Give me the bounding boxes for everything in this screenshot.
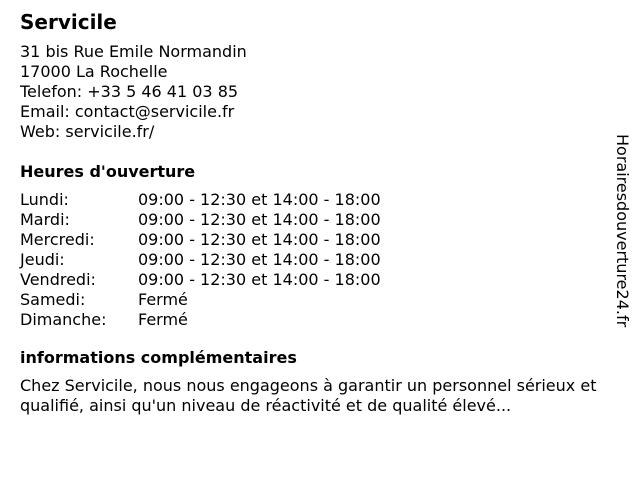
day-label: Mardi:	[20, 210, 70, 229]
hours-row-dimanche	[20, 310, 610, 330]
day-hours: 09:00 - 12:30 et 14:00 - 18:00	[138, 230, 381, 249]
business-name: Servicile	[20, 10, 117, 34]
phone-line	[20, 82, 610, 102]
web-link[interactable]: servicile.fr/	[65, 122, 155, 141]
hours-row-lundi	[20, 190, 610, 210]
day-hours: 09:00 - 12:30 et 14:00 - 18:00	[138, 190, 381, 209]
day-hours: 09:00 - 12:30 et 14:00 - 18:00	[138, 250, 381, 269]
contact-block	[20, 42, 610, 142]
day-label: Jeudi:	[20, 250, 65, 269]
day-hours: 09:00 - 12:30 et 14:00 - 18:00	[138, 210, 381, 229]
email-label: Email:	[20, 102, 70, 121]
info-heading: informations complémentaires	[20, 348, 297, 367]
day-hours: 09:00 - 12:30 et 14:00 - 18:00	[138, 270, 381, 289]
day-label: Lundi:	[20, 190, 69, 209]
address-street: 31 bis Rue Emile Normandin	[20, 42, 247, 61]
web-line	[20, 122, 610, 142]
address-city: 17000 La Rochelle	[20, 62, 168, 81]
hours-heading: Heures d'ouverture	[20, 162, 196, 181]
hours-row-jeudi	[20, 250, 610, 270]
watermark	[612, 134, 636, 342]
phone-label: Telefon:	[20, 82, 83, 101]
hours-row-vendredi	[20, 270, 610, 290]
day-label: Vendredi:	[20, 270, 96, 289]
email-line	[20, 102, 610, 122]
hours-row-mercredi	[20, 230, 610, 250]
email-address[interactable]: contact@servicile.fr	[74, 102, 235, 121]
business-card	[20, 10, 610, 416]
day-label: Mercredi:	[20, 230, 95, 249]
hours-row-mardi	[20, 210, 610, 230]
day-label: Dimanche:	[20, 310, 107, 329]
info-description: Chez Servicile, nous nous engageons à garantir un personnel sérieux et qualifié, ainsi qu'un niveau de réactivité et de qualité élevé...	[20, 376, 597, 415]
day-hours: Fermé	[138, 310, 188, 329]
web-label: Web:	[20, 122, 61, 141]
day-hours: Fermé	[138, 290, 188, 309]
phone-number[interactable]: +33 5 46 41 03 85	[87, 82, 239, 101]
hours-table	[20, 190, 610, 330]
hours-row-samedi	[20, 290, 610, 310]
watermark-text: Horairesdouverture24.fr	[613, 134, 632, 328]
day-label: Samedi:	[20, 290, 86, 309]
